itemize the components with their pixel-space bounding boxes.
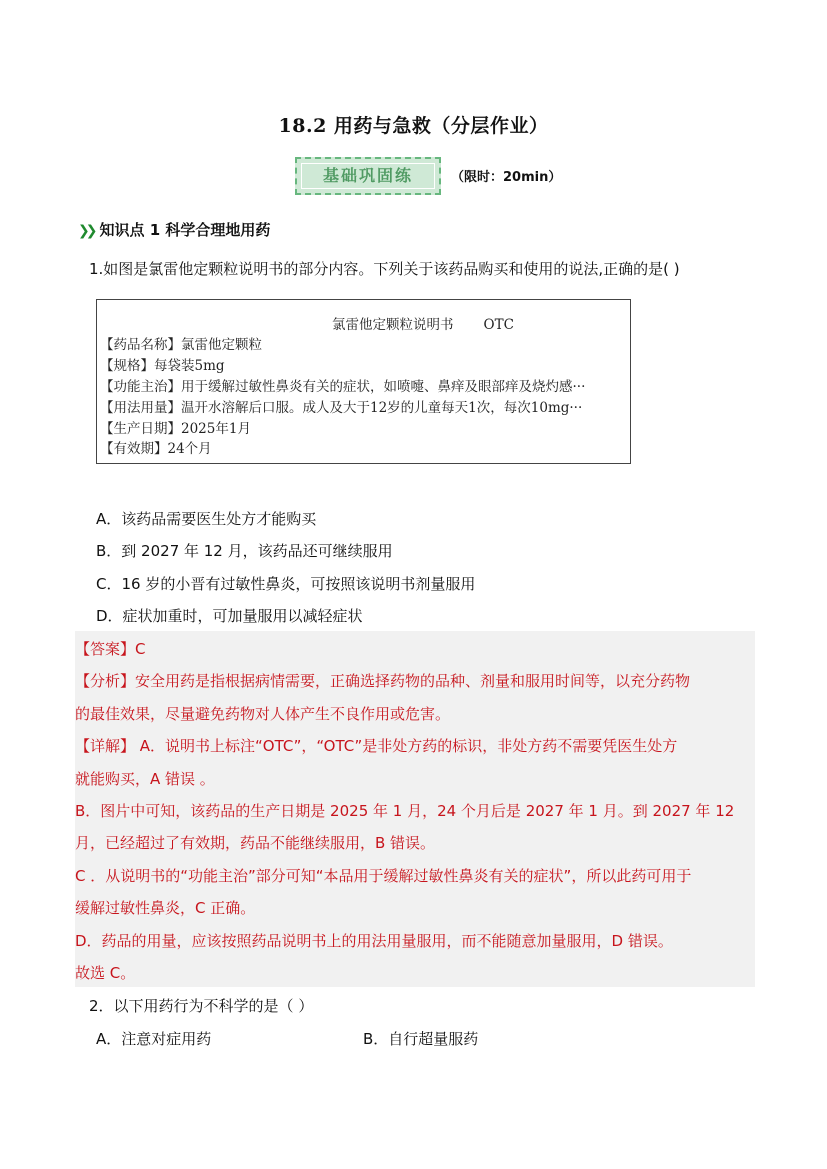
page-title: 18.2 用药与急救（分层作业） [278, 115, 549, 137]
answer-line: 【答案】C [75, 640, 146, 658]
knowledge-point-label: 知识点 1 科学合理地用药 [99, 221, 271, 239]
time-limit: （限时：20min） [451, 170, 562, 185]
instruction-image [96, 299, 631, 464]
option-c: C．16 岁的小晋有过敏性鼻炎，可按照该说明书剂量服用 [96, 575, 476, 593]
knowledge-point-heading [78, 219, 270, 240]
detail-line: B．图片中可知，该药品的生产日期是 2025 年 1 月，24 个月后是 2027 年 1 月。到 2027 年 12 [75, 802, 735, 820]
instruction-line: 【生产日期】2025年1月 [100, 421, 251, 437]
detail-line: 【详解】 A．说明书上标注“OTC”，“OTC”是非处方药的标识，非处方药不需要凭医生处方 [75, 737, 678, 755]
option-d: D．症状加重时，可加量服用以减轻症状 [96, 607, 363, 625]
instruction-line: 【功能主治】用于缓解过敏性鼻炎有关的症状，如喷嚏、鼻痒及眼部痒及烧灼感··· [100, 379, 586, 395]
q2-option-b: B．自行超量服药 [363, 1030, 479, 1048]
analysis-line: 【分析】安全用药是指根据病情需要，正确选择药物的品种、剂量和服用时间等，以充分药物 [75, 672, 691, 690]
instruction-title: 氯雷他定颗粒说明书 OTC [332, 317, 514, 333]
section-badge: 基础巩固练 [295, 157, 441, 195]
option-a: A．该药品需要医生处方才能购买 [96, 510, 317, 528]
otc-label: OTC [483, 317, 514, 333]
q2-option-a: A．注意对症用药 [96, 1030, 212, 1048]
instruction-line: 【药品名称】氯雷他定颗粒 [100, 337, 262, 353]
detail-line: C ．从说明书的“功能主治”部分可知“本品用于缓解过敏性鼻炎有关的症状”，所以此药可用于 [75, 867, 692, 885]
detail-line: D．药品的用量，应该按照药品说明书上的用法用量服用，而不能随意加量服用，D 错误。 [75, 932, 673, 950]
question-2-stem: 2．以下用药行为不科学的是（ ） [89, 997, 314, 1015]
question-1-stem: 1.如图是氯雷他定颗粒说明书的部分内容。下列关于该药品购买和使用的说法,正确的是( ) [89, 260, 680, 278]
detail-line: 月，已经超过了有效期，药品不能继续服用，B 错误。 [75, 834, 436, 852]
instruction-line: 【用法用量】温开水溶解后口服。成人及大于12岁的儿童每天1次，每次10mg··· [100, 400, 583, 416]
instruction-line: 【规格】每袋装5mg [100, 358, 225, 374]
detail-line: 缓解过敏性鼻炎，C 正确。 [75, 899, 256, 917]
option-b: B．到 2027 年 12 月，该药品还可继续服用 [96, 542, 393, 560]
detail-line: 就能购买，A 错误 。 [75, 770, 215, 788]
analysis-line: 的最佳效果，尽量避免药物对人体产生不良作用或危害。 [75, 705, 451, 723]
double-chevron-icon: ❯❯ [78, 223, 94, 239]
instruction-line: 【有效期】24个月 [100, 441, 212, 457]
conclusion-line: 故选 C。 [75, 964, 136, 982]
